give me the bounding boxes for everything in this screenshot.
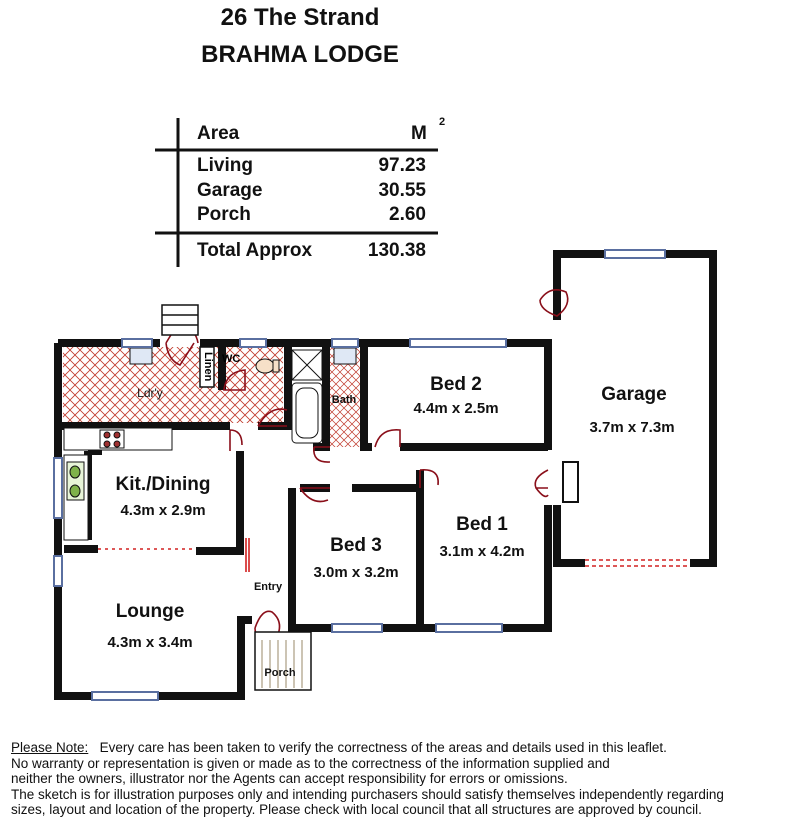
bath-vanity <box>334 348 356 364</box>
garage-roller-door <box>585 560 690 566</box>
window-laundry <box>122 339 152 347</box>
interior-wall-kitchen <box>64 451 240 551</box>
hotplate-1 <box>104 432 110 438</box>
laundry-name: Ldr'y <box>137 386 163 400</box>
disclaimer-line-5: sizes, layout and location of the property. Please check with local council that all structures are approved by council. <box>11 802 702 818</box>
bed1-name: Bed 1 <box>456 514 508 535</box>
wc-label: WC <box>222 353 241 365</box>
window-bed2 <box>410 339 506 347</box>
address-line-1: 26 The Strand <box>220 4 380 31</box>
window-bed3 <box>332 624 382 632</box>
bed2-name: Bed 2 <box>430 374 482 395</box>
window-wc <box>240 339 266 347</box>
area-total-label: Total Approx <box>197 240 313 261</box>
area-header-unit: M <box>411 123 427 144</box>
cooktop <box>100 430 124 448</box>
door-bed2 <box>375 430 400 447</box>
disclaimer <box>11 740 796 818</box>
interior-wall-bed3 <box>292 488 420 628</box>
kitchen-name: Kit./Dining <box>115 474 211 495</box>
address-line-2: BRAHMA LODGE <box>201 41 399 68</box>
window-lounge-side <box>54 556 62 586</box>
sink-bowl-2 <box>70 485 80 497</box>
entry-name: Entry <box>253 581 283 593</box>
hotplate-3 <box>104 441 110 447</box>
disclaimer-line-3: neither the owners, illustrator nor the Agents can accept responsibility for errors or omissions. <box>11 771 568 787</box>
area-row-porch-label: Porch <box>197 204 251 225</box>
hotplate-2 <box>114 432 120 438</box>
hotplate-4 <box>114 441 120 447</box>
porch-name: Porch <box>264 667 296 679</box>
kitchen-size: 4.3m x 2.9m <box>120 502 206 519</box>
garage-name: Garage <box>601 384 667 405</box>
area-header-unit-sup: 2 <box>439 116 446 128</box>
bed2-size: 4.4m x 2.5m <box>413 400 499 417</box>
window-lounge-front <box>92 692 158 700</box>
porch <box>255 632 311 690</box>
disclaimer-line-1 <box>11 740 796 756</box>
window-kitchen <box>54 458 62 518</box>
linen-label: Linen <box>202 352 214 382</box>
area-row-porch-value: 2.60 <box>389 204 426 225</box>
door-entry-sliding <box>246 538 249 572</box>
garage-size: 3.7m x 7.3m <box>589 419 675 436</box>
laundry-floor <box>63 347 283 423</box>
window-bath <box>332 339 358 347</box>
bed3-name: Bed 3 <box>330 535 382 556</box>
area-total-value: 130.38 <box>367 240 426 261</box>
window-bed1 <box>436 624 502 632</box>
area-row-living-label: Living <box>197 155 253 176</box>
disclaimer-text-1: Every care has been taken to verify the correctness of the areas and details used in this leaflet. <box>99 740 667 755</box>
toilet <box>256 359 274 373</box>
lounge-size: 4.3m x 3.4m <box>107 634 193 651</box>
bath-name: Bath <box>331 394 357 406</box>
bed1-size: 3.1m x 4.2m <box>439 543 525 560</box>
disclaimer-heading: Please Note: <box>11 740 89 755</box>
laundry-trough <box>130 348 152 364</box>
garage-side-step <box>563 462 578 502</box>
area-row-garage-value: 30.55 <box>378 180 426 201</box>
disclaimer-line-4: The sketch is for illustration purposes only and intending purchasers should satisfy themselves independently regarding <box>11 786 724 802</box>
area-row-living-value: 97.23 <box>378 155 426 176</box>
window-garage-top <box>605 250 665 258</box>
garage-wall <box>557 254 713 563</box>
door-kitchen <box>230 430 242 451</box>
disclaimer-line-2: No warranty or representation is given or made as to the correctness of the information supplied and <box>11 755 610 771</box>
laundry-step <box>162 305 198 335</box>
sink-bowl-1 <box>70 466 80 478</box>
bed3-size: 3.0m x 3.2m <box>313 564 399 581</box>
lounge-name: Lounge <box>115 601 185 622</box>
door-garage-side <box>535 470 548 496</box>
area-row-garage-label: Garage <box>197 180 263 201</box>
area-header-label: Area <box>197 123 240 144</box>
